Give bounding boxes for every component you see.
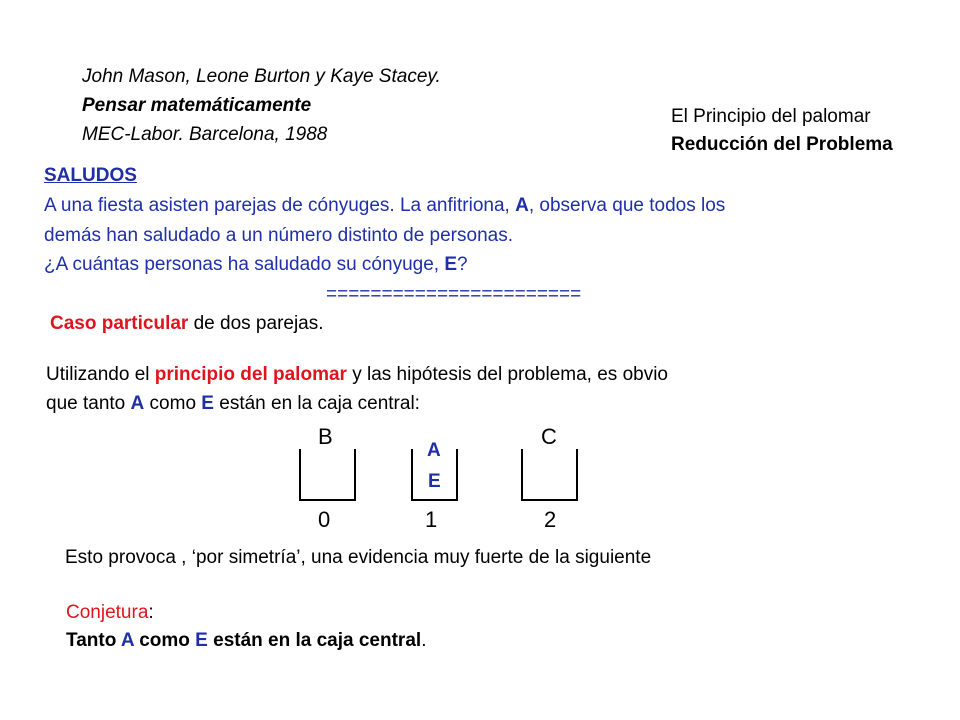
reasoning-line-1 [46, 363, 668, 387]
problem-line-1-end: , observa que todos los [528, 195, 726, 216]
box-center-letter-A: A [427, 440, 441, 461]
box-left [299, 449, 356, 501]
reasoning-line-2-a: que tanto [46, 393, 131, 414]
hostess-letter: A [515, 195, 529, 216]
problem-line-1-text: A una fiesta asisten parejas de cónyuges. La anfitriona, [44, 195, 516, 216]
problem-line-3 [44, 253, 468, 277]
topic-title: El Principio del palomar [671, 106, 871, 127]
conjecture-b: como [133, 630, 196, 651]
problem-line-1 [44, 194, 725, 218]
problem-heading: SALUDOS [44, 165, 137, 186]
reasoning-line-1-b: y las hipótesis del problema, es obvio [346, 364, 668, 385]
symmetry-text: Esto provoca , ‘por simetría’, una evidencia muy fuerte de la siguiente [65, 547, 652, 568]
conjecture-statement [66, 629, 426, 653]
problem-line-3-text: ¿A cuántas personas ha saludado su cónyuge, [44, 254, 445, 275]
separator-line: ======================= [326, 284, 582, 305]
box-right-label: C [541, 424, 557, 449]
conjecture-A: A [120, 630, 134, 651]
box-center-letter-E: E [428, 471, 441, 492]
topic-subtitle: Reducción del Problema [671, 134, 893, 155]
reasoning-line-2 [46, 392, 420, 416]
particular-case-label: Caso particular [50, 313, 189, 334]
conjecture-period: . [421, 630, 427, 651]
reasoning-line-2-c: están en la caja central: [213, 393, 420, 414]
conjecture-colon: : [148, 602, 154, 623]
box-center-number: 1 [425, 507, 438, 532]
particular-case-text: de dos parejas. [188, 313, 324, 334]
pigeonhole-term: principio del palomar [154, 364, 347, 385]
conjecture-c: están en la caja central [207, 630, 422, 651]
conjecture-heading [66, 601, 154, 625]
reference-authors: John Mason, Leone Burton y Kaye Stacey. [82, 66, 441, 87]
box-left-label: B [318, 424, 333, 449]
reference-title: Pensar matemáticamente [82, 95, 312, 116]
box-right-number: 2 [544, 507, 557, 532]
particular-case [50, 312, 324, 336]
box-right [521, 449, 578, 501]
spouse-letter: E [444, 254, 458, 275]
box-left-number: 0 [318, 507, 331, 532]
problem-line-2: demás han saludado a un número distinto de personas. [44, 225, 513, 246]
problem-line-3-end: ? [457, 254, 468, 275]
reference-publisher: MEC-Labor. Barcelona, 1988 [82, 124, 328, 145]
reasoning-line-1-a: Utilizando el [46, 364, 155, 385]
conjecture-label: Conjetura [66, 602, 149, 623]
conjecture-E: E [195, 630, 208, 651]
reasoning-line-2-b: como [144, 393, 202, 414]
reasoning-A: A [130, 393, 145, 414]
conjecture-a: Tanto [66, 630, 121, 651]
reasoning-E: E [201, 393, 214, 414]
